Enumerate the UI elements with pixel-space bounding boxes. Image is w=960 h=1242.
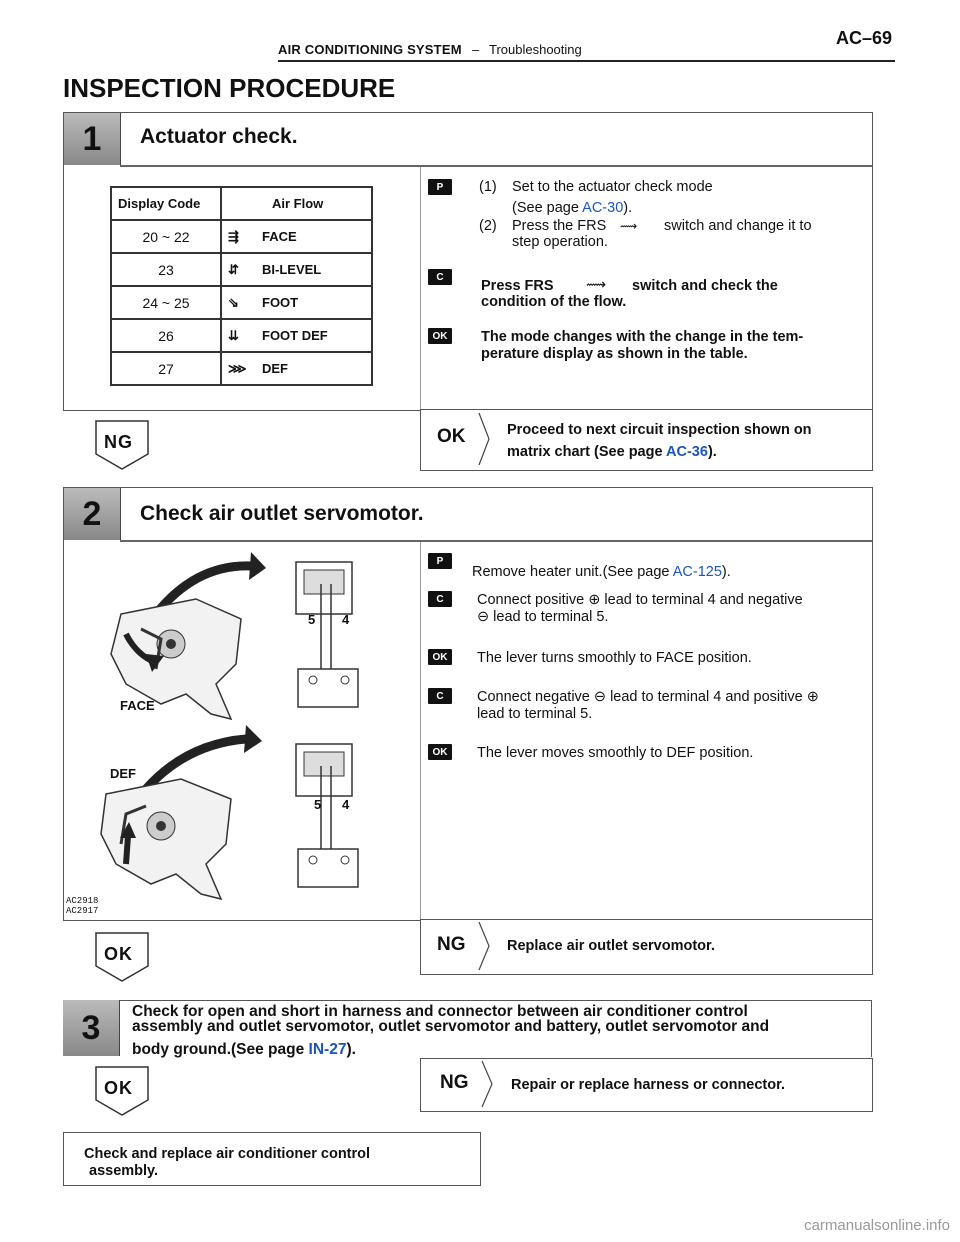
step2-c2-text-b: lead to terminal 5.: [477, 706, 593, 722]
step2-result-text: Replace air outlet servomotor.: [507, 938, 715, 954]
figure-label-face: FACE: [120, 698, 155, 713]
check-badge: C: [428, 591, 452, 607]
subsection-title: Troubleshooting: [489, 42, 582, 57]
table-cell-flow: [221, 352, 372, 385]
flow-label: FOOT DEF: [262, 327, 328, 343]
table-row: [111, 220, 372, 253]
step1-c-text-a: Press FRS: [481, 278, 554, 294]
title-suffix: ).: [346, 1041, 356, 1058]
face-airflow-icon: ⇶: [228, 228, 239, 244]
table-cell-code: 24 ~ 25: [111, 286, 221, 319]
page-link-ac36[interactable]: AC-36: [666, 444, 708, 460]
section-title: AIR CONDITIONING SYSTEM: [278, 42, 462, 57]
result-text: matrix chart (See page: [507, 444, 667, 460]
step1-p2-text-c: step operation.: [512, 234, 608, 250]
table-cell-code: 23: [111, 253, 221, 286]
foot-airflow-icon: ⇘: [228, 294, 239, 310]
title-text: body ground.(See page: [132, 1041, 309, 1058]
step1-ok-text-b: perature display as shown in the table.: [481, 346, 748, 362]
step3-title-c: [132, 1041, 356, 1059]
final-text-a: Check and replace air conditioner control: [84, 1146, 371, 1162]
ok-tag-left-label: OK: [104, 1078, 133, 1098]
step1-p2-text-b: switch and change it to: [664, 218, 812, 234]
servomotor-diagram: [66, 544, 416, 916]
final-text-b: assembly.: [89, 1163, 159, 1179]
step2-c2-text-a: Connect negative ⊖ lead to terminal 4 and positive ⊕: [477, 689, 819, 705]
step1-p1-num: (1): [479, 179, 497, 195]
def-airflow-icon: ⋙: [228, 360, 247, 376]
ref-suffix: ).: [623, 200, 633, 216]
step1-p2-num: (2): [479, 218, 497, 234]
check-badge: C: [428, 688, 452, 704]
step2-title: Check air outlet servomotor.: [140, 502, 424, 525]
step3-title-a: Check for open and short in harness and connector between air conditioner control: [132, 1003, 748, 1020]
ref-prefix: (See page: [512, 200, 583, 216]
flow-label: FOOT: [262, 294, 299, 310]
flow-label: BI-LEVEL: [262, 261, 322, 277]
arrow-chevron-icon: [481, 1060, 493, 1108]
page-title: INSPECTION PROCEDURE: [63, 73, 396, 103]
page-link-ac30[interactable]: AC-30: [582, 200, 624, 216]
result-suffix: ).: [707, 444, 717, 460]
table-cell-flow: [221, 220, 372, 253]
step2-number: 2: [64, 488, 121, 540]
page-link-in27[interactable]: IN-27: [308, 1041, 347, 1058]
step1-title: Actuator check.: [140, 125, 298, 148]
step1-title-rule: [120, 165, 872, 167]
terminal-label-5: 5: [314, 797, 322, 812]
ok-badge: OK: [428, 649, 452, 665]
step2-ok1-text: The lever turns smoothly to FACE position.: [477, 650, 752, 666]
step2-c1-text-b: ⊖ lead to terminal 5.: [477, 609, 609, 625]
step1-ok-text-a: The mode changes with the change in the tem-: [481, 329, 804, 345]
table-cell-flow: [221, 319, 372, 352]
terminal-label-5: 5: [308, 612, 316, 627]
page-link-ac125[interactable]: AC-125: [672, 564, 722, 580]
step1-divider: [420, 167, 421, 410]
table-cell-code: 26: [111, 319, 221, 352]
table-cell-code: 20 ~ 22: [111, 220, 221, 253]
flow-label: DEF: [262, 360, 288, 376]
check-badge: C: [428, 269, 452, 285]
figure-code-a: AC2918: [66, 896, 99, 906]
flow-label: FACE: [262, 228, 297, 244]
arrow-chevron-icon: [478, 921, 490, 971]
figure-label-def: DEF: [110, 766, 136, 781]
table-row: [111, 253, 372, 286]
procedure-badge: P: [428, 179, 452, 195]
table-row: [111, 319, 372, 352]
ng-arrow-tag: NG: [440, 1072, 469, 1093]
step2-title-rule: [120, 540, 872, 542]
ok-arrow-tag: OK: [437, 426, 466, 447]
step2-c1-text-a: Connect positive ⊕ lead to terminal 4 and negative: [477, 592, 803, 608]
header-rule: [278, 60, 895, 62]
table-cell-flow: [221, 286, 372, 319]
step1-number: 1: [64, 113, 121, 165]
display-code-table: [110, 186, 373, 386]
step1-c-text-b: switch and check the: [632, 278, 778, 294]
p-suffix: ).: [721, 564, 731, 580]
foot-def-airflow-icon: ⇊: [228, 327, 239, 343]
step1-result-text-a: Proceed to next circuit inspection shown on: [507, 422, 812, 438]
ok-badge: OK: [428, 744, 452, 760]
table-cell-flow: [221, 253, 372, 286]
step1-p2-text-a: Press the FRS: [512, 218, 607, 234]
step2-divider: [420, 542, 421, 920]
ng-arrow-tag: NG: [437, 934, 466, 955]
p-text: Remove heater unit.(See page: [472, 564, 673, 580]
step3-title-b: assembly and outlet servomotor, outlet servomotor and battery, outlet servomotor and: [132, 1018, 770, 1035]
step1-p1-text: Set to the actuator check mode: [512, 179, 713, 195]
table-header-code: Display Code: [111, 187, 221, 220]
terminal-label-4: 4: [342, 612, 350, 627]
figure-code-b: AC2917: [66, 906, 99, 916]
step2-ok2-text: The lever moves smoothly to DEF position.: [477, 745, 754, 761]
procedure-badge: P: [428, 553, 452, 569]
step3-result-text: Repair or replace harness or connector.: [511, 1077, 785, 1093]
table-row: [111, 352, 372, 385]
watermark: carmanualsonline.info: [804, 1217, 950, 1234]
ng-tag-left-label: NG: [104, 432, 133, 452]
step2-p-text: [472, 563, 731, 581]
step1-c-text-c: condition of the flow.: [481, 294, 627, 310]
frs-switch-icon: ⟿: [586, 276, 607, 292]
table-row: [111, 286, 372, 319]
page-number: AC–69: [836, 28, 893, 48]
table-header-flow: Air Flow: [221, 187, 372, 220]
step3-number: 3: [63, 1000, 120, 1056]
bilevel-airflow-icon: ⇵: [228, 261, 239, 277]
terminal-label-4: 4: [342, 797, 350, 812]
frs-switch-icon: ⟿: [620, 219, 638, 233]
servomotor-figure: [66, 544, 416, 916]
ok-tag-left-label: OK: [104, 944, 133, 964]
arrow-chevron-icon: [478, 412, 490, 466]
header-separator: –: [472, 42, 480, 57]
table-cell-code: 27: [111, 352, 221, 385]
step1-result-text-b: [507, 443, 717, 461]
ok-badge: OK: [428, 328, 452, 344]
step1-p1-ref: [512, 199, 632, 217]
